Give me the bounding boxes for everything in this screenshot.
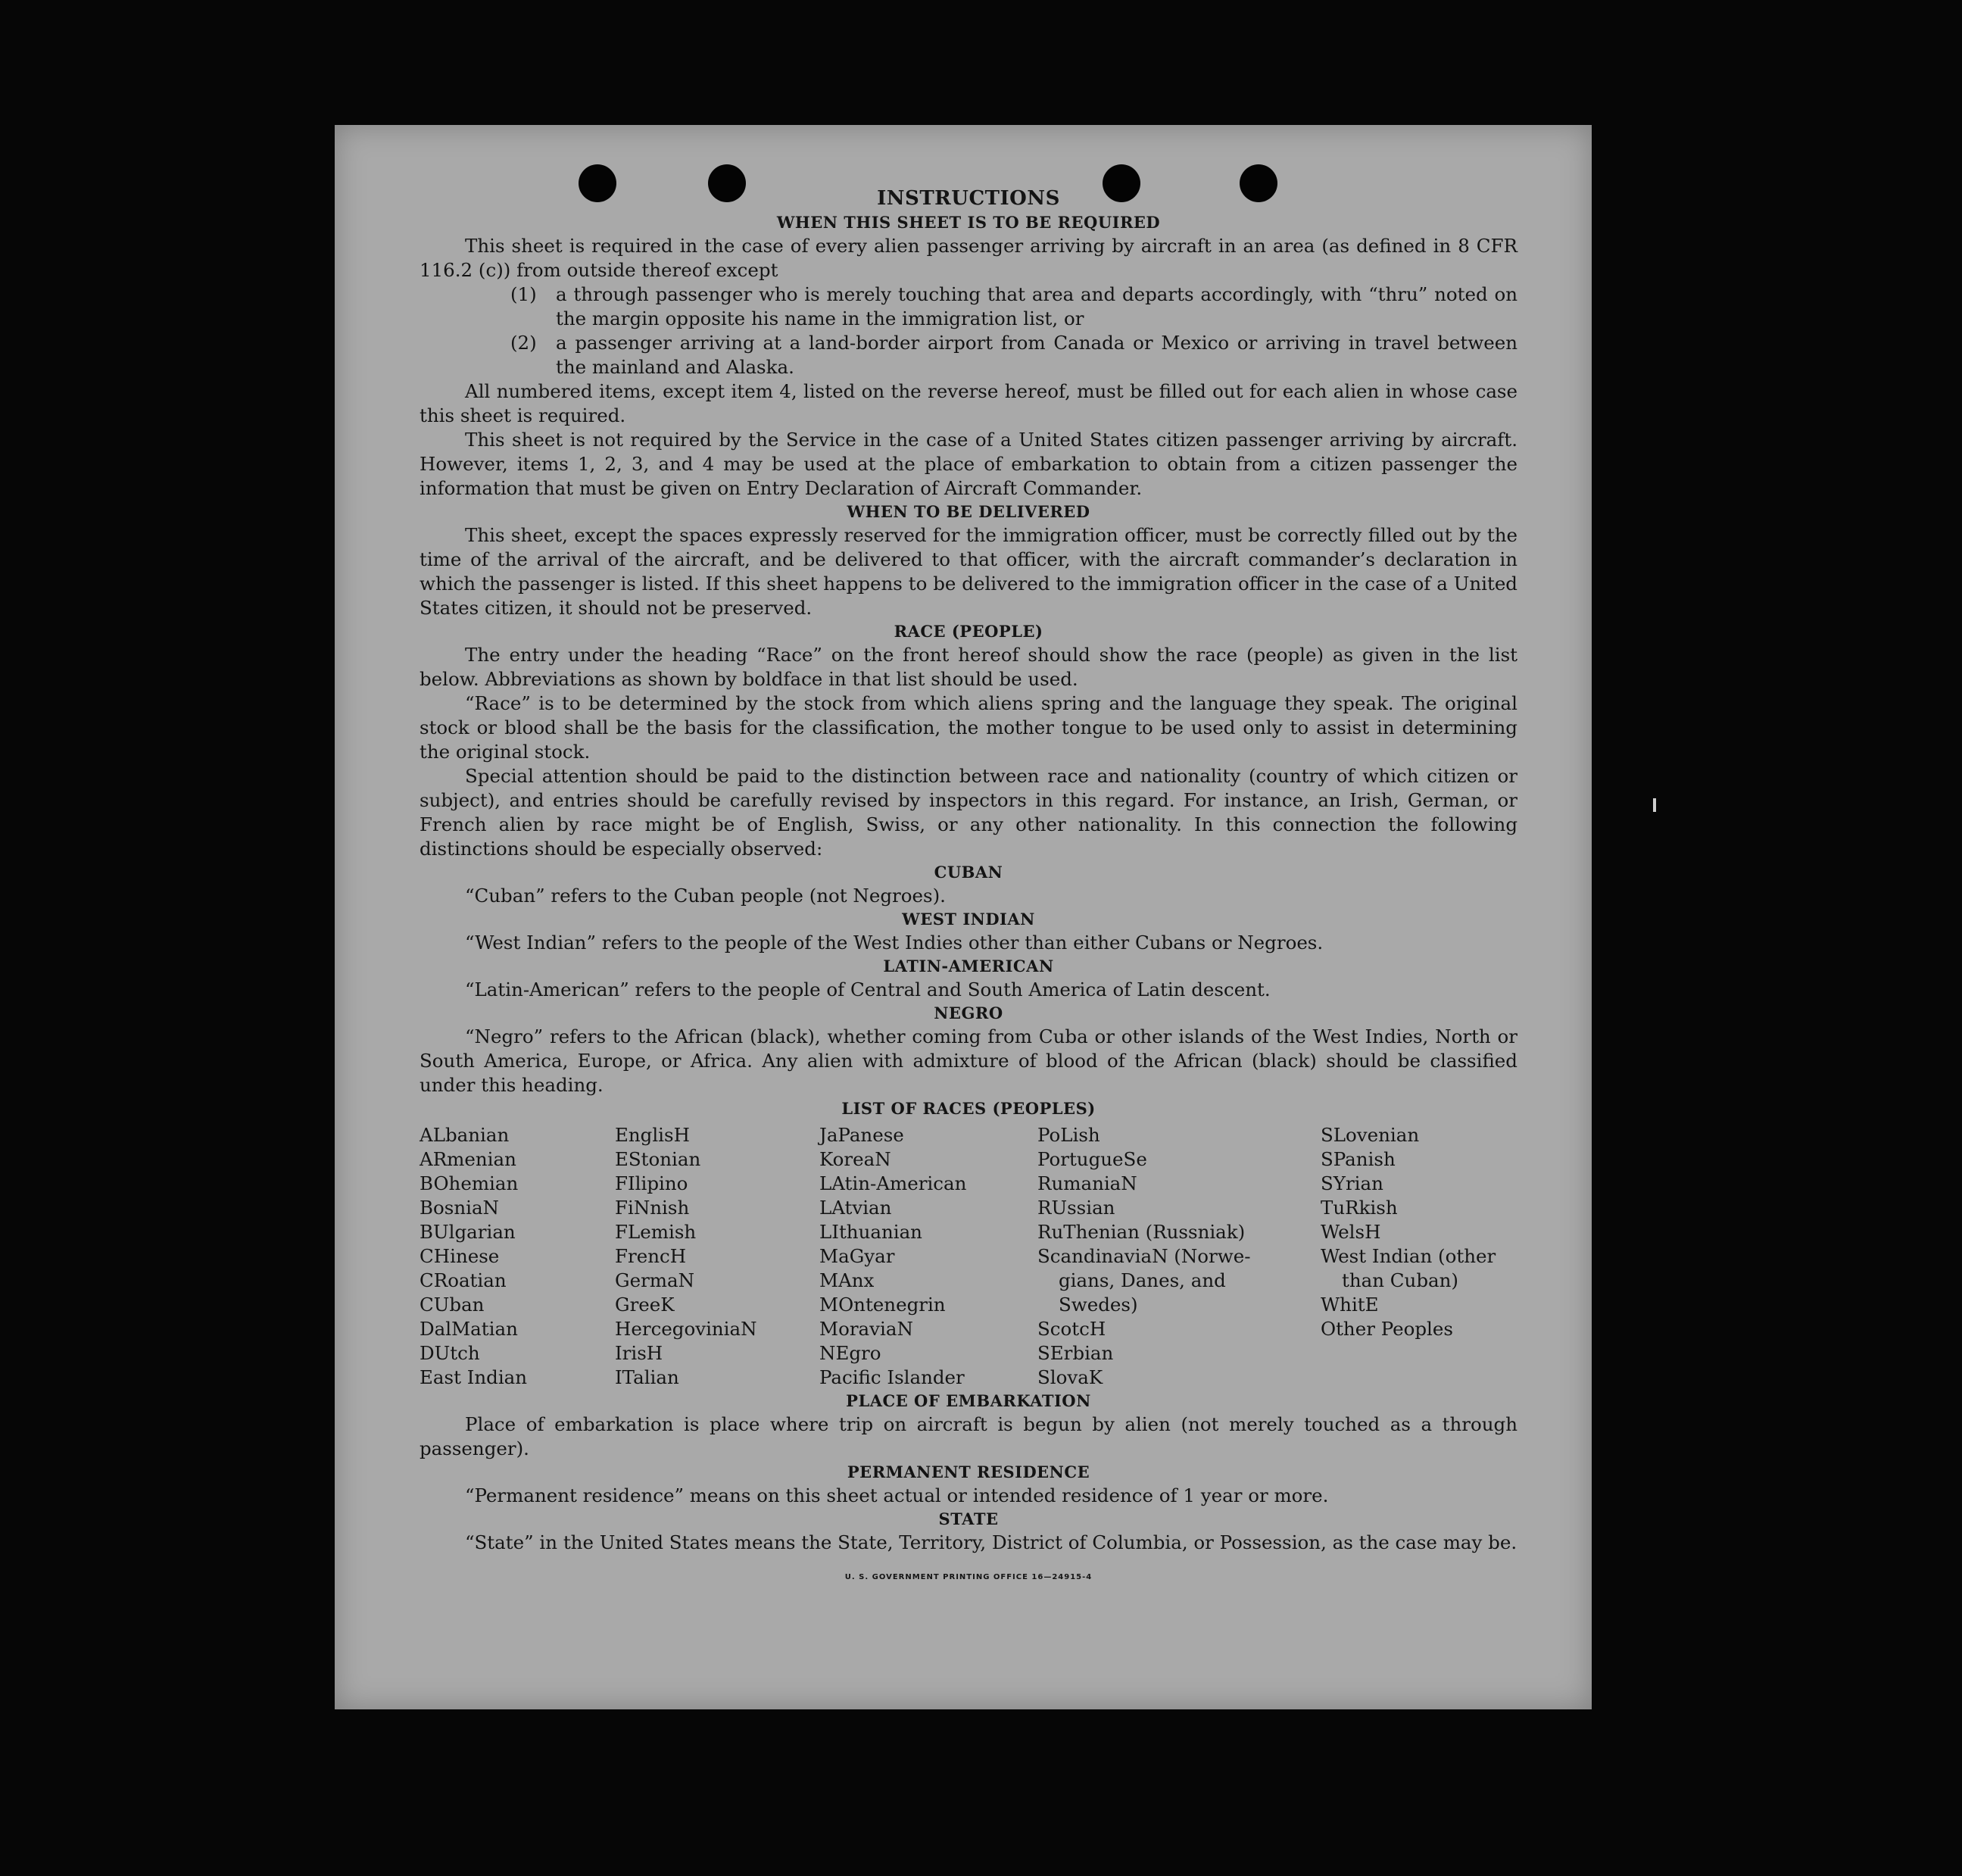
list-item [510,331,1518,379]
race-entry: CRoatian [420,1269,507,1291]
race-entry: FIlipino [615,1172,688,1194]
list-item [510,282,1518,331]
item-text: a through passenger who is merely touching that area and departs accordingly, with “thru” noted on the margin opposite his name in the immigration list, or [556,283,1518,329]
race-entry: HercegoviniaN [615,1318,757,1340]
race-entry: ITalian [615,1366,679,1388]
race-entry: CUban [420,1294,485,1316]
race-entry: SLovenian [1321,1124,1420,1146]
race-list [420,1123,1518,1390]
document-sheet [335,125,1592,1709]
race-entry: SlovaK [1037,1366,1103,1388]
item-text: a passenger arriving at a land-border airport from Canada or Mexico or arriving in travel between the mainland and Alaska. [556,332,1518,378]
race-entry: FLemish [615,1221,697,1243]
section-heading: PERMANENT RESIDENCE [847,1462,1090,1481]
race-column [1037,1123,1321,1390]
race-entry: Other Peoples [1321,1318,1453,1340]
section-heading: RACE (PEOPLE) [894,622,1043,641]
printing-office-imprint: U. S. GOVERNMENT PRINTING OFFICE 16—24915-4 [844,1573,1093,1581]
section-heading: LATIN-AMERICAN [883,957,1054,975]
paragraph: “Negro” refers to the African (black), whether coming from Cuba or other islands of the West Indies, North or South America, Europe, or Africa. Any alien with admixture of blood of the African (black) should be classified under this heading. [420,1025,1518,1096]
paragraph: Special attention should be paid to the distinction between race and nationality (country of which citizen or subject), and entries should be carefully revised by inspectors in this regard. For instance, an Irish, German, or French alien by race might be of English, Swiss, or any other nationality. In this connection the following distinctions should be especially observed: [420,765,1518,860]
race-entry: RuThenian (Russniak) [1037,1221,1246,1243]
race-entry: ScandinaviaN (Norwe- [1037,1245,1251,1267]
race-entry: RumaniaN [1037,1172,1137,1194]
race-entry: ARmenian [420,1148,516,1170]
race-entry: MAnx [819,1269,875,1291]
race-entry: TuRkish [1321,1197,1398,1219]
race-entry: GreeK [615,1294,675,1316]
section-heading: WHEN THIS SHEET IS TO BE REQUIRED [776,213,1161,232]
paragraph: This sheet, except the spaces expressly reserved for the immigration officer, must be correctly filled out by the time of the arrival of the aircraft, and be delivered to that officer, with the aircraft commander’s declaration in which the passenger is listed. If this sheet happens to be delivered to the immigration officer in the case of a United States citizen, it should not be preserved. [420,524,1518,619]
race-entry: FrencH [615,1245,687,1267]
race-entry: LAtin-American [819,1172,967,1194]
race-entry: BOhemian [420,1172,519,1194]
race-column [615,1123,819,1390]
race-entry: FiNnish [615,1197,690,1219]
paragraph: “Cuban” refers to the Cuban people (not Negroes). [465,885,946,907]
paragraph: This sheet is not required by the Service in the case of a United States citizen passenger arriving by aircraft. However, items 1, 2, 3, and 4 may be used at the place of embarkation to obtain from a citizen passenger the information that must be given on Entry Declaration of Aircraft Commander. [420,429,1518,499]
race-entry: NEgro [819,1342,881,1364]
race-entry: RUssian [1037,1197,1115,1219]
race-column [420,1123,615,1390]
race-entry: West Indian (other [1321,1245,1496,1267]
section-heading: LIST OF RACES (PEOPLES) [841,1099,1096,1118]
paragraph: The entry under the heading “Race” on the front hereof should show the race (people) as given in the list below. Abbreviations as shown by boldface in that list should be used. [420,644,1518,690]
section-heading: WHEN TO BE DELIVERED [847,502,1090,521]
race-entry: PortugueSe [1037,1148,1147,1170]
paragraph: “Latin-American” refers to the people of Central and South America of Latin descent. [465,979,1271,1000]
page-title: INSTRUCTIONS [877,187,1060,210]
race-column [819,1123,1037,1390]
race-entry: IrisH [615,1342,663,1364]
section-heading: PLACE OF EMBARKATION [846,1391,1091,1410]
paragraph: “West Indian” refers to the people of the West Indies other than either Cubans or Negroes. [465,932,1324,954]
race-entry: ScotcH [1037,1318,1106,1340]
paragraph: “State” in the United States means the State, Territory, District of Columbia, or Possession, as the case may be. [465,1531,1518,1553]
race-entry: SYrian [1321,1172,1383,1194]
race-entry: CHinese [420,1245,500,1267]
race-entry: SErbian [1037,1342,1114,1364]
race-entry: DUtch [420,1342,480,1364]
race-entry: JaPanese [819,1124,904,1146]
race-entry: EnglisH [615,1124,690,1146]
paragraph: “Race” is to be determined by the stock from which aliens spring and the language they speak. The original stock or blood shall be the basis for the classification, the mother tongue to be used only to assist in determining the original stock. [420,692,1518,763]
race-entry: MaGyar [819,1245,895,1267]
section-heading: STATE [938,1509,999,1528]
section-heading: NEGRO [934,1004,1003,1022]
race-entry: MOntenegrin [819,1294,946,1316]
section-heading: CUBAN [934,863,1003,882]
section-heading: WEST INDIAN [902,910,1035,929]
race-entry: WhitE [1321,1294,1379,1316]
race-entry: GermaN [615,1269,695,1291]
race-entry-continuation: Swedes) [1059,1294,1138,1316]
race-entry: BosniaN [420,1197,499,1219]
race-entry: WelsH [1321,1221,1381,1243]
scan-artifact [1653,798,1656,812]
race-entry: Pacific Islander [819,1366,965,1388]
paragraph: This sheet is required in the case of every alien passenger arriving by aircraft in an area (as defined in 8 CFR 116.2 (c)) from outside thereof except [420,235,1518,281]
race-entry: DalMatian [420,1318,518,1340]
race-entry: EStonian [615,1148,701,1170]
race-entry: PoLish [1037,1124,1100,1146]
race-entry: LIthuanian [819,1221,922,1243]
race-entry: KoreaN [819,1148,891,1170]
paragraph: “Permanent residence” means on this sheet actual or intended residence of 1 year or more. [465,1484,1329,1506]
paragraph: All numbered items, except item 4, listed on the reverse hereof, must be filled out for each alien in whose case this sheet is required. [420,380,1518,426]
race-column [1321,1123,1518,1390]
race-entry: East Indian [420,1366,528,1388]
instructions-body [420,186,1518,1590]
race-entry: MoraviaN [819,1318,913,1340]
item-number: (1) [510,283,537,305]
race-entry: SPanish [1321,1148,1396,1170]
race-entry-continuation: than Cuban) [1342,1269,1458,1291]
item-number: (2) [510,332,537,354]
race-entry: BUlgarian [420,1221,516,1243]
race-entry: LAtvian [819,1197,892,1219]
race-entry-continuation: gians, Danes, and [1059,1269,1226,1291]
paragraph: Place of embarkation is place where trip on aircraft is begun by alien (not merely touched as a through passenger). [420,1413,1518,1459]
race-entry: ALbanian [420,1124,510,1146]
